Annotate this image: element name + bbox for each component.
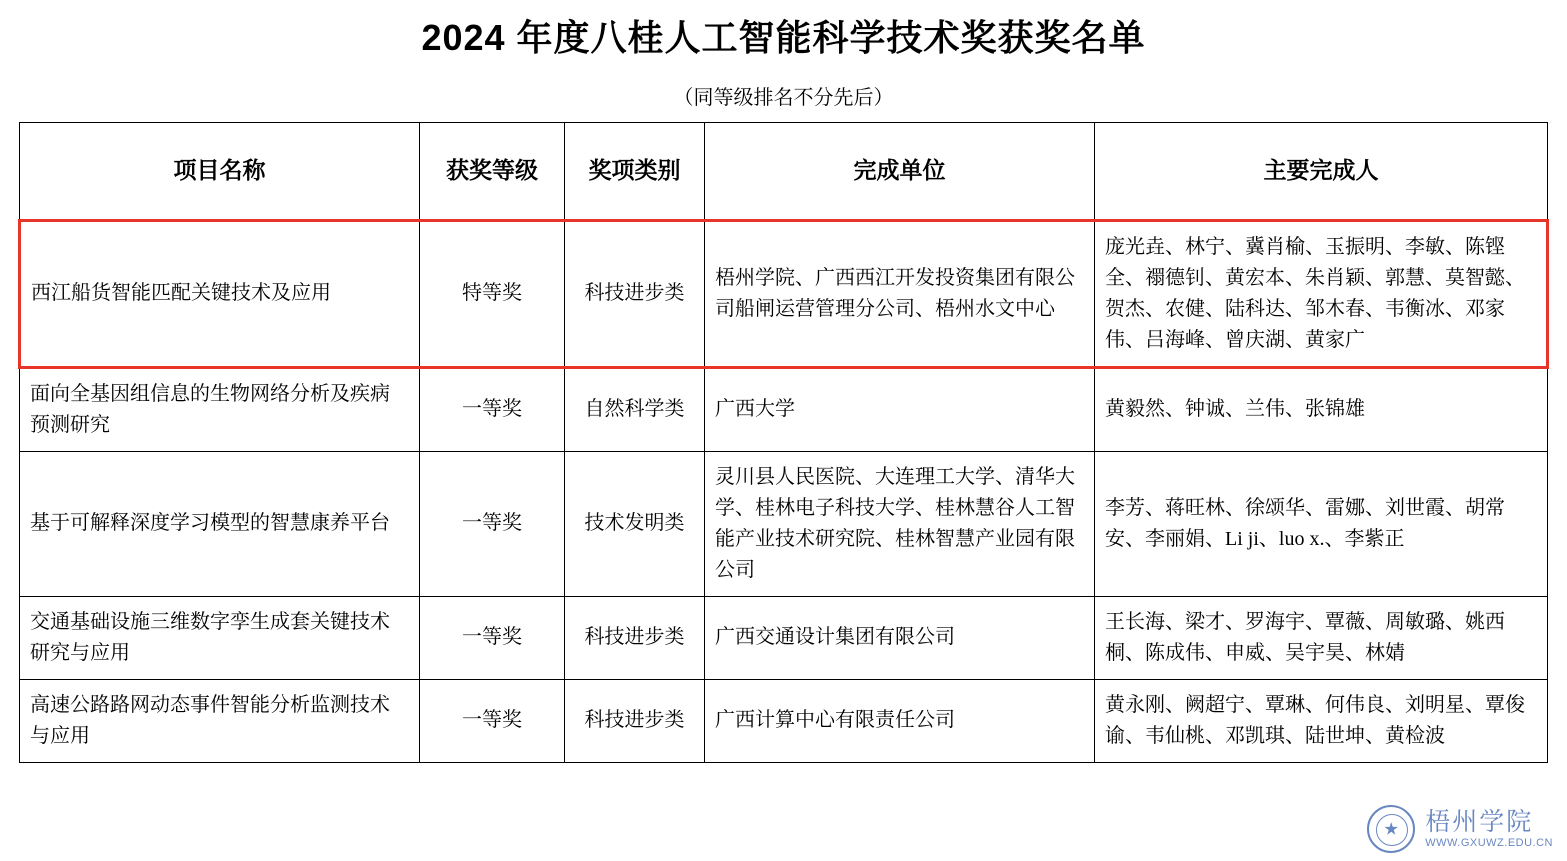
table-row	[20, 367, 1548, 451]
column-header-completing-unit: 完成单位	[705, 122, 1095, 220]
cell-award-category: 科技进步类	[565, 596, 705, 679]
cell-award-level: 一等奖	[420, 451, 565, 596]
cell-main-contributors: 黄永刚、阙超宁、覃琳、何伟良、刘明星、覃俊谕、韦仙桃、邓凯琪、陆世坤、黄检波	[1095, 679, 1548, 762]
cell-award-level: 一等奖	[420, 679, 565, 762]
cell-main-contributors: 黄毅然、钟诚、兰伟、张锦雄	[1095, 367, 1548, 451]
cell-award-category: 技术发明类	[565, 451, 705, 596]
table-row	[20, 451, 1548, 596]
cell-completing-unit: 广西计算中心有限责任公司	[705, 679, 1095, 762]
cell-completing-unit: 广西交通设计集团有限公司	[705, 596, 1095, 679]
cell-project-name: 高速公路路网动态事件智能分析监测技术与应用	[20, 679, 420, 762]
table-header-row	[20, 122, 1548, 220]
cell-project-name: 交通基础设施三维数字孪生成套关键技术研究与应用	[20, 596, 420, 679]
watermark-text	[1425, 809, 1553, 849]
cell-main-contributors: 庞光垚、林宁、冀肖榆、玉振明、李敏、陈铿全、禤德钊、黄宏本、朱肖颖、郭慧、莫智懿、贺杰、农健、陆科达、邹木春、韦衡冰、邓家伟、吕海峰、曾庆湖、黄家广	[1095, 220, 1548, 367]
cell-main-contributors: 李芳、蒋旺林、徐颂华、雷娜、刘世霞、胡常安、李丽娟、Li ji、luo x.、李紫正	[1095, 451, 1548, 596]
cell-project-name: 面向全基因组信息的生物网络分析及疾病预测研究	[20, 367, 420, 451]
watermark-url: WWW.GXUWZ.EDU.CN	[1425, 836, 1553, 849]
cell-completing-unit: 梧州学院、广西西江开发投资集团有限公司船闸运营管理分公司、梧州水文中心	[705, 220, 1095, 367]
award-list-table	[18, 122, 1549, 763]
document-page	[0, 14, 1567, 861]
university-seal-icon	[1367, 805, 1415, 853]
page-subtitle: （同等级排名不分先后）	[673, 86, 894, 109]
table-row	[20, 220, 1548, 367]
column-header-project-name: 项目名称	[20, 122, 420, 220]
cell-completing-unit: 广西大学	[705, 367, 1095, 451]
column-header-award-category: 奖项类别	[565, 122, 705, 220]
cell-award-category: 科技进步类	[565, 220, 705, 367]
page-title: 2024 年度八桂人工智能科学技术奖获奖名单	[421, 17, 1146, 58]
column-header-award-level: 获奖等级	[420, 122, 565, 220]
cell-award-category: 科技进步类	[565, 679, 705, 762]
cell-project-name: 西江船货智能匹配关键技术及应用	[20, 220, 420, 367]
watermark-name: 梧州学院	[1425, 809, 1534, 837]
table-header	[20, 122, 1548, 220]
cell-project-name: 基于可解释深度学习模型的智慧康养平台	[20, 451, 420, 596]
cell-award-category: 自然科学类	[565, 367, 705, 451]
table-body	[20, 220, 1548, 762]
cell-completing-unit: 灵川县人民医院、大连理工大学、清华大学、桂林电子科技大学、桂林慧谷人工智能产业技术研究院、桂林智慧产业园有限公司	[705, 451, 1095, 596]
table-row	[20, 679, 1548, 762]
column-header-main-contributors: 主要完成人	[1095, 122, 1548, 220]
cell-award-level: 一等奖	[420, 596, 565, 679]
watermark	[1367, 805, 1553, 853]
cell-main-contributors: 王长海、梁才、罗海宇、覃薇、周敏璐、姚西桐、陈成伟、申威、吴宇昊、林婧	[1095, 596, 1548, 679]
table-row	[20, 596, 1548, 679]
cell-award-level: 特等奖	[420, 220, 565, 367]
cell-award-level: 一等奖	[420, 367, 565, 451]
